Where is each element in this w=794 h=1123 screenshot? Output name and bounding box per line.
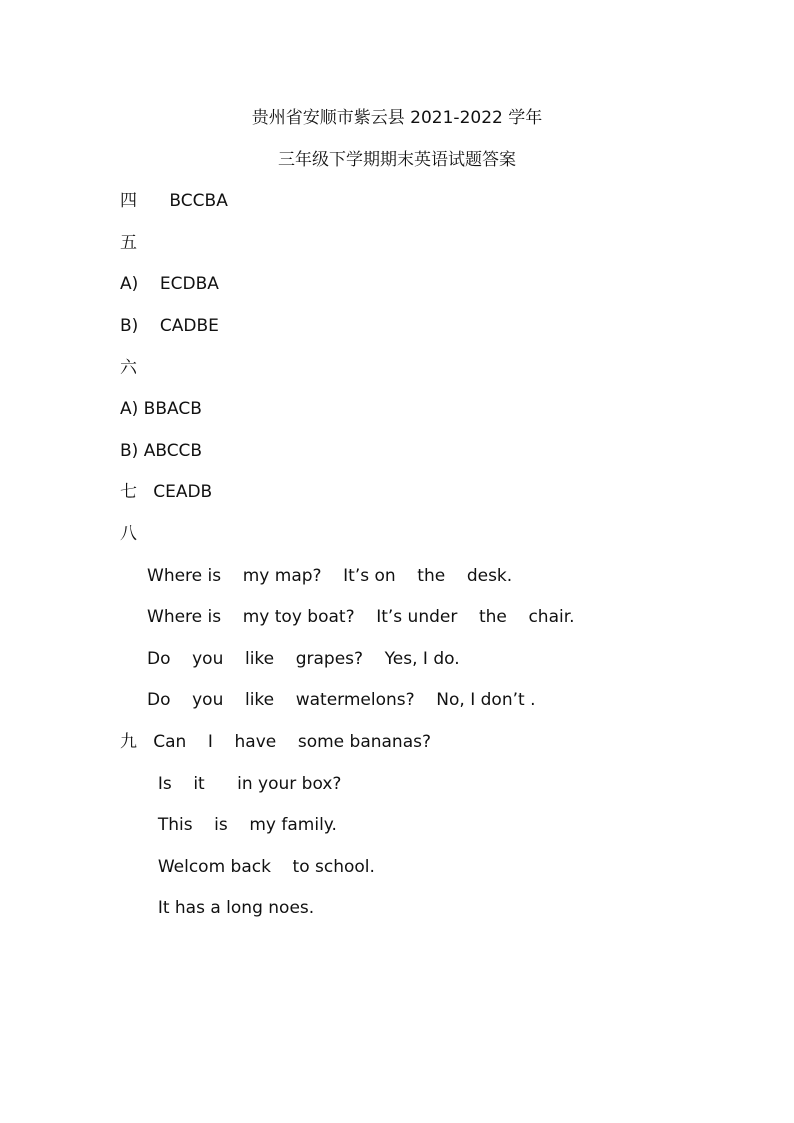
section-5-heading: 五 (120, 233, 137, 253)
section-5b-answer: B) CADBE (120, 316, 219, 336)
section-6b-answer: B) ABCCB (120, 441, 203, 461)
section-9-line2: Is it in your box? (120, 774, 342, 794)
section-9-line4: Welcom back to school. (120, 857, 375, 877)
document-title-line1: 贵州省安顺市紫云县 2021-2022 学年 (251, 108, 543, 128)
document-title-line2: 三年级下学期期末英语试题答案 (278, 150, 516, 170)
section-8-line4: Do you like watermelons? No, I don’t . (120, 690, 536, 710)
section-9-line5: It has a long noes. (120, 898, 315, 918)
section-4-answer: 四 BCCBA (120, 191, 228, 211)
section-9-line1: 九 Can I have some bananas? (120, 732, 431, 752)
section-5a-answer: A) ECDBA (120, 274, 219, 294)
section-6a-answer: A) BBACB (120, 399, 202, 419)
section-8-line2: Where is my toy boat? It’s under the chair. (120, 607, 575, 627)
section-8-line1: Where is my map? It’s on the desk. (120, 566, 513, 586)
section-7-answer: 七 CEADB (120, 482, 213, 502)
section-6-heading: 六 (120, 358, 137, 378)
section-8-line3: Do you like grapes? Yes, I do. (120, 649, 460, 669)
section-9-line3: This is my family. (120, 815, 337, 835)
section-8-heading: 八 (120, 524, 137, 544)
